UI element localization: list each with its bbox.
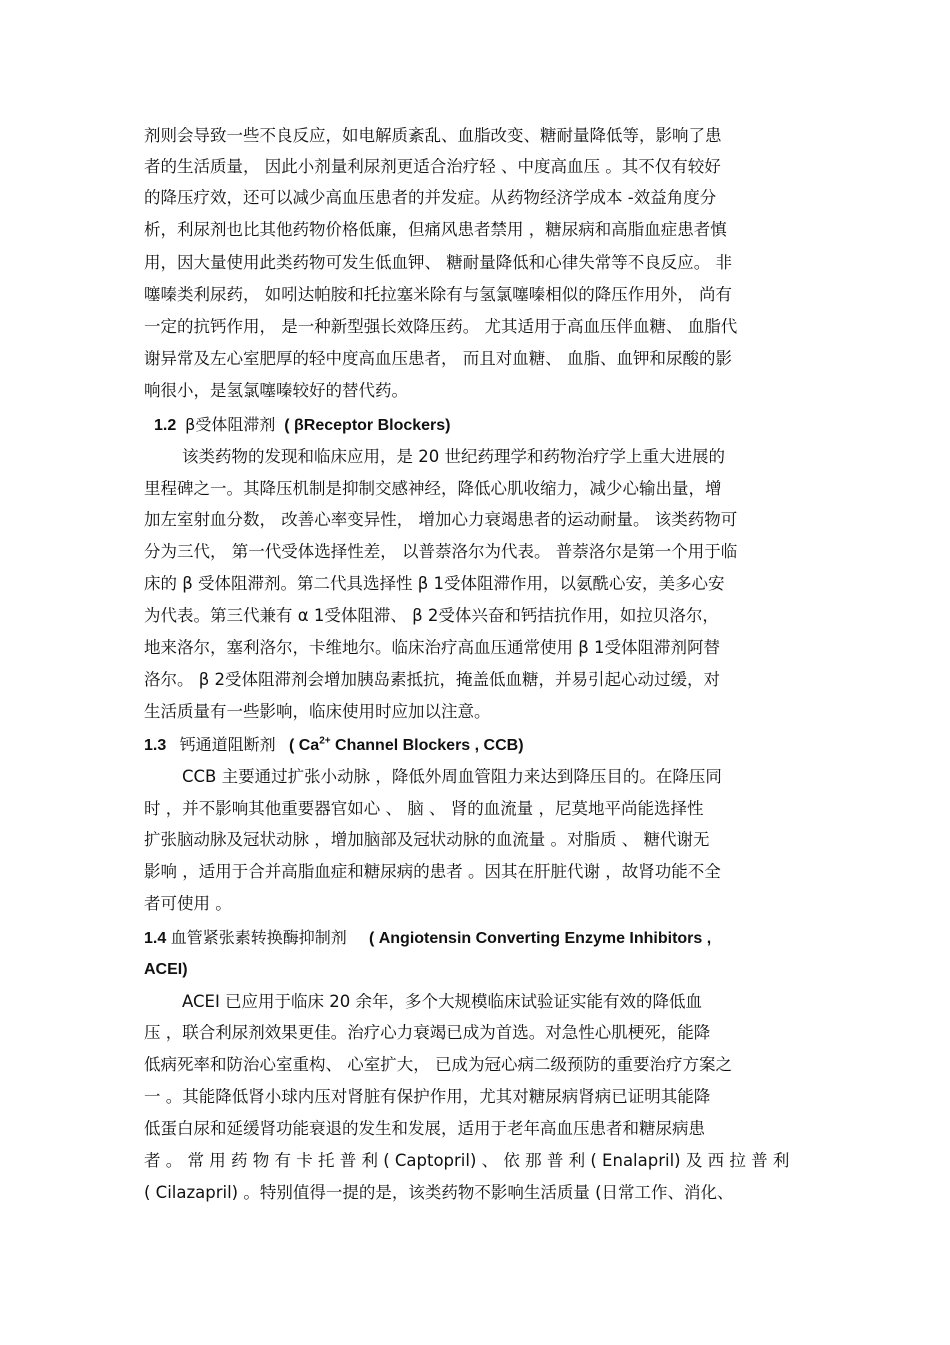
heading-superscript: 2+ <box>319 735 331 747</box>
para2-line-6: 为代表。第三代兼有 α 1受体阻滞、 β 2受体兴奋和钙拮抗作用，如拉贝洛尔， <box>144 606 719 625</box>
para3-line-1: CCB 主要通过扩张小动脉 ，降低外周血管阻力来达到降压目的。在降压同 <box>182 767 722 786</box>
para2-line-9: 生活质量有一些影响，临床使用时应加以注意。 <box>144 702 491 721</box>
section-heading-1-4-cont: ACEI) <box>144 961 188 978</box>
para2-line-7: 地来洛尔，塞利洛尔，卡维地尔。临床治疗高血压通常使用 β 1受体阻滞剂阿替 <box>144 638 721 657</box>
para3-line-3: 扩张脑动脉及冠状动脉 ，增加脑部及冠状动脉的血流量 。对脂质 、 糖代谢无 <box>144 830 710 849</box>
heading-number: 1.2 <box>154 417 177 434</box>
para4-line-1: ACEI 已应用于临床 20 余年，多个大规模临床试验证实能有效的降低血 <box>182 992 703 1011</box>
heading-title-cn: β受体阻滞剂 <box>185 415 276 434</box>
heading-title-en-pre: ( Ca <box>288 737 320 754</box>
heading-title-cn: 钙通道阻断剂 <box>179 735 276 754</box>
para2-line-3: 加左室射血分数， 改善心率变异性， 增加心力衰竭患者的运动耐量。 该类药物可 <box>144 510 738 529</box>
para2-line-4: 分为三代， 第一代受体选择性差， 以普萘洛尔为代表。 普萘洛尔是第一个用于临 <box>144 542 738 561</box>
para1-line-4: 析，利尿剂也比其他药物价格低廉，但痛风患者禁用 ，糖尿病和高脂血症患者慎 <box>144 220 727 239</box>
para4-line-2: 压 ，联合利尿剂效果更佳。治疗心力衰竭已成为首选。对急性心肌梗死，能降 <box>144 1023 711 1042</box>
para1-line-5: 用，因大量使用此类药物可发生低血钾、 糖耐量降低和心律失常等不良反应。 非 <box>144 253 732 272</box>
para1-line-6: 噻嗪类利尿药， 如吲达帕胺和托拉塞米除有与氢氯噻嗪相似的降压作用外， 尚有 <box>144 285 732 304</box>
para2-line-5: 床的 β 受体阻滞剂。第二代具选择性 β 1受体阻滞作用，以氨酰心安，美多心安 <box>144 574 725 593</box>
para2-line-8: 洛尔。 β 2受体阻滞剂会增加胰岛素抵抗，掩盖低血糖，并易引起心动过缓，对 <box>144 670 721 689</box>
para3-line-2: 时 ，并不影响其他重要器官如心 、 脑 、 肾的血流量 ，尼莫地平尚能选择性 <box>144 799 704 818</box>
heading-number: 1.4 <box>144 930 167 947</box>
para3-line-5: 者可使用 。 <box>144 894 232 913</box>
para2-line-1: 该类药物的发现和临床应用，是 20 世纪药理学和药物治疗学上重大进展的 <box>182 447 725 466</box>
para4-line-4: 一 。其能降低肾小球内压对肾脏有保护作用，尤其对糖尿病肾病已证明其能降 <box>144 1087 711 1106</box>
para2-line-2: 里程碑之一。其降压机制是抑制交感神经，降低心肌收缩力，减少心输出量，增 <box>144 479 722 498</box>
para4-line-3: 低病死率和防治心室重构、 心室扩大， 已成为冠心病二级预防的重要治疗方案之 <box>144 1055 732 1074</box>
para1-line-8: 谢异常及左心室肥厚的轻中度高血压患者， 而且对血糖、 血脂、血钾和尿酸的影 <box>144 349 732 368</box>
heading-title-cn: 血管紧张素转换酶抑制剂 <box>170 928 347 947</box>
para4-line-5: 低蛋白尿和延缓肾功能衰退的发生和发展，适用于老年高血压患者和糖尿病患 <box>144 1119 705 1138</box>
para1-line-1: 剂则会导致一些不良反应，如电解质紊乱、血脂改变、糖耐量降低等，影响了患 <box>144 126 722 145</box>
section-heading-1-4 <box>144 927 814 950</box>
para4-line-6: 者 。 常 用 药 物 有 卡 托 普 利 ( Captopril) 、 依 那 普 利 ( Enalapril) 及 西 拉 普 利 <box>144 1151 790 1170</box>
para1-line-7: 一定的抗钙作用， 是一种新型强长效降压药。 尤其适用于高血压伴血糖、 血脂代 <box>144 317 738 336</box>
para4-line-7: ( Cilazapril) 。特别值得一提的是，该类药物不影响生活质量 (日常工作、消化、 <box>144 1183 734 1202</box>
para1-line-2: 者的生活质量， 因此小剂量利尿剂更适合治疗轻 、中度高血压 。其不仅有较好 <box>144 157 721 176</box>
heading-title-en: ( βReceptor Blockers) <box>284 417 451 434</box>
para1-line-9: 响很小，是氢氯噻嗪较好的替代药。 <box>144 381 408 400</box>
section-heading-1-2 <box>154 414 824 437</box>
section-heading-1-3 <box>144 734 814 757</box>
para3-line-4: 影响 ，适用于合并高脂血症和糖尿病的患者 。因其在肝脏代谢 ，故肾功能不全 <box>144 862 721 881</box>
heading-number: 1.3 <box>144 737 167 754</box>
para1-line-3: 的降压疗效，还可以减少高血压患者的并发症。从药物经济学成本 -效益角度分 <box>144 188 717 207</box>
heading-title-en-post: Channel Blockers , CCB) <box>330 737 524 754</box>
heading-title-en: ( Angiotensin Converting Enzyme Inhibitors , <box>368 930 712 947</box>
